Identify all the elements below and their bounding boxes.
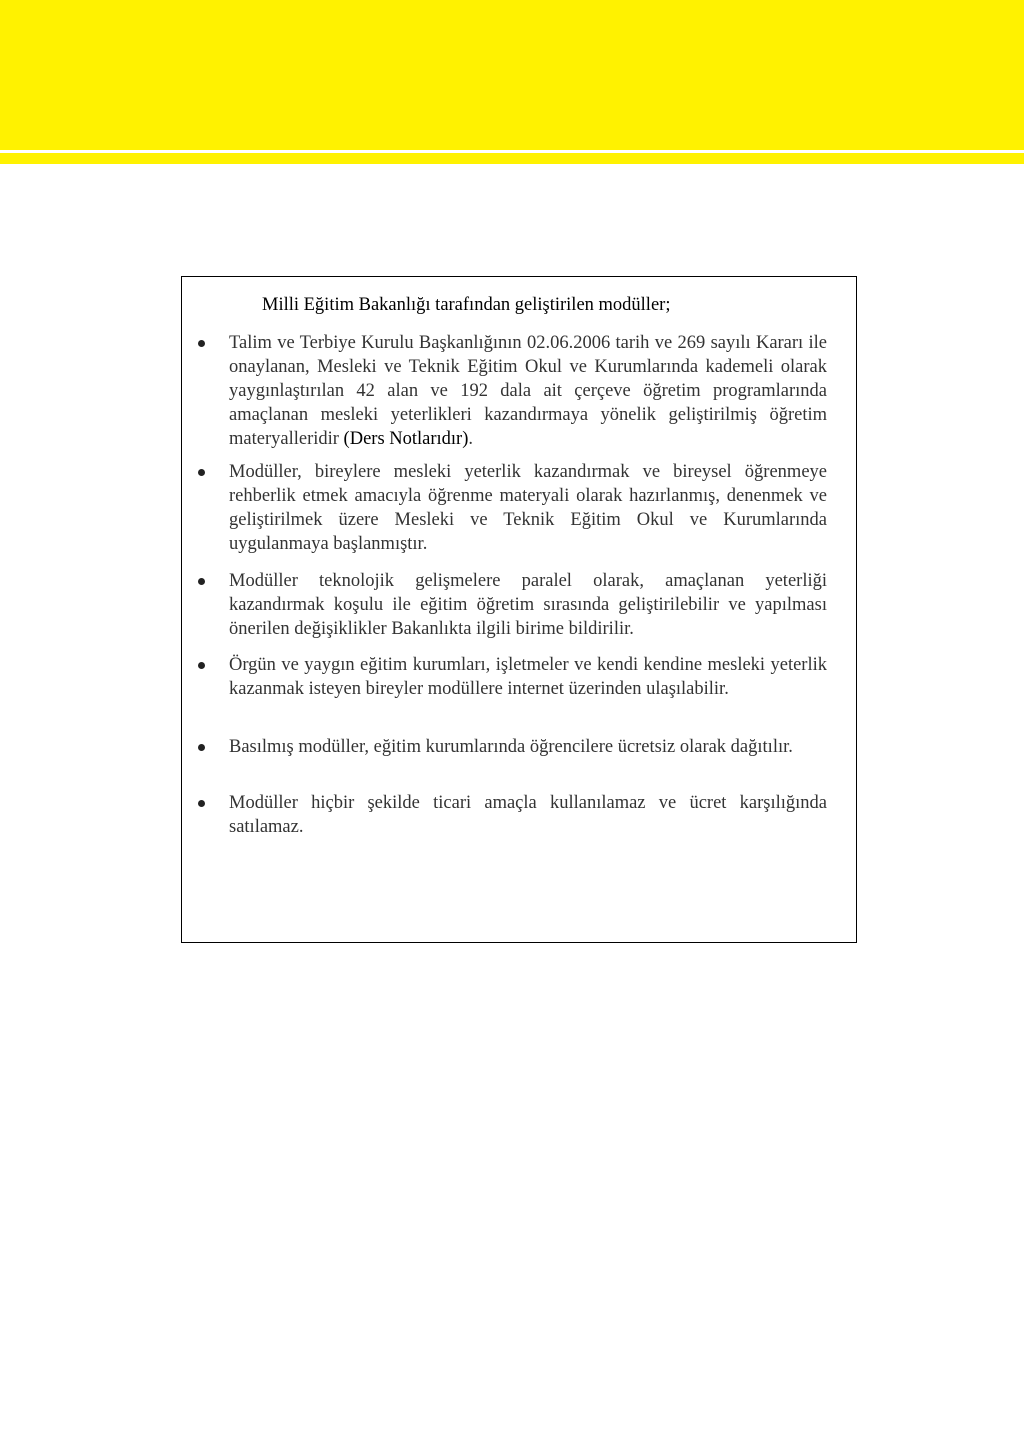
bullet-icon xyxy=(198,469,205,476)
header-yellow-band xyxy=(0,0,1024,150)
header-yellow-stripe xyxy=(0,153,1024,164)
list-item-text: Modüller teknolojik gelişmelere paralel olarak, amaçlanan yeterliği kazandırmak koşulu ile eğitim öğretim sırasında geliştirilebilir ve yapılması önerilen değişiklikler Bakanlıkta ilgili birime bildirilir. xyxy=(229,571,827,639)
bullet-icon xyxy=(198,340,205,347)
list-item-body: Talim ve Terbiye Kurulu Başkanlığının 02.06.2006 tarih ve 269 sayılı Kararı ile onaylanan, Mesleki ve Teknik Eğitim Okul ve Kurumlarında kademeli olarak yaygınlaştırılan 42 alan ve 192 dala ait çerçeve öğretim programlarında amaçlanan mesleki yeterlikleri kazandırmaya yönelik geliştirilmiş öğretim materyalleridir xyxy=(229,333,827,449)
bullet-icon xyxy=(198,578,205,585)
list-item-text: Modüller hiçbir şekilde ticari amaçla kullanılamaz ve ücret karşılığında satılamaz. xyxy=(229,793,827,837)
list-item-text: Örgün ve yaygın eğitim kurumları, işletmeler ve kendi kendine mesleki yeterlik kazanmak isteyen bireyler modüllere internet üzerinden ulaşılabilir. xyxy=(229,655,827,699)
list-item-text: Basılmış modüller, eğitim kurumlarında öğrencilere ücretsiz olarak dağıtılır. xyxy=(229,737,793,757)
bullet-icon xyxy=(198,662,205,669)
list-item-text xyxy=(229,331,827,451)
list-item-tail: . xyxy=(468,429,474,449)
notice-intro: Milli Eğitim Bakanlığı tarafından geliştirilen modüller; xyxy=(262,295,671,315)
module-notice-box xyxy=(181,276,857,943)
list-item-text: Modüller, bireylere mesleki yeterlik kazandırmak ve bireysel öğrenmeye rehberlik etmek amacıyla öğrenme materyali olarak hazırlanmış, denenmek ve geliştirilmek üzere Mesleki ve Teknik Eğitim Okul ve Kurumlarında uygulanmaya başlanmıştır. xyxy=(229,462,827,554)
bullet-icon xyxy=(198,744,205,751)
bullet-icon xyxy=(198,800,205,807)
list-item-emphasis: (Ders Notlarıdır) xyxy=(343,429,469,449)
